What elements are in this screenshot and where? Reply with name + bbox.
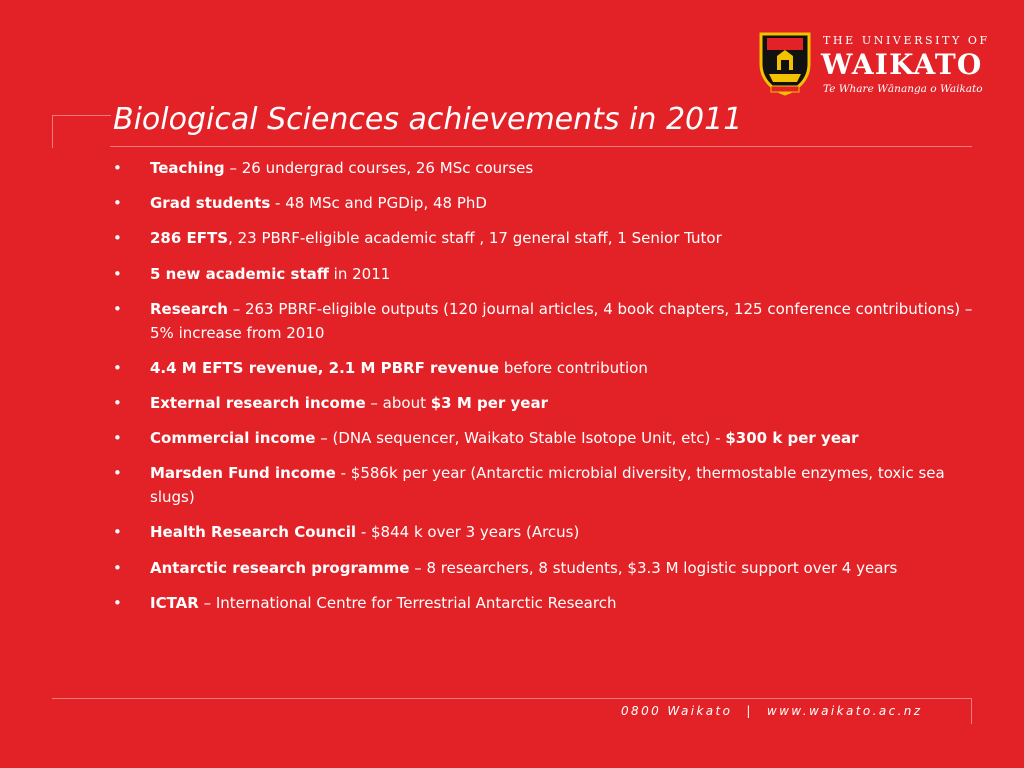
- achievements-list: [113, 156, 983, 626]
- achievement-text: - 48 MSc and PGDip, 48 PhD: [270, 194, 487, 213]
- achievement-item: [113, 426, 983, 450]
- achievement-text: – about: [365, 393, 431, 412]
- title-underline-rule: [110, 146, 972, 147]
- achievement-highlight: ICTAR: [150, 593, 199, 612]
- achievement-item: [113, 297, 983, 345]
- achievement-item: [113, 226, 983, 250]
- footer-website[interactable]: www.waikato.ac.nz: [766, 704, 923, 718]
- achievement-text: in 2011: [328, 264, 391, 283]
- slide-title: Biological Sciences achievements in 2011: [113, 102, 743, 137]
- achievement-text: - $586k per year (Antarctic microbial diversity, thermostable enzymes, toxic sea slugs): [150, 464, 945, 507]
- achievement-item: [113, 391, 983, 415]
- achievement-item: [113, 556, 983, 580]
- achievement-highlight: Health Research Council: [150, 523, 357, 542]
- achievement-text: - $844 k over 3 years (Arcus): [356, 523, 580, 542]
- achievement-item: [113, 191, 983, 215]
- achievement-item: [113, 262, 983, 286]
- footer-rule: [52, 698, 972, 699]
- achievement-item: [113, 156, 983, 180]
- footer-separator: |: [746, 704, 753, 718]
- achievement-item: [113, 520, 983, 544]
- achievement-item: [113, 356, 983, 380]
- achievement-highlight: Commercial income: [150, 429, 316, 448]
- university-crest-icon: [757, 30, 813, 96]
- achievement-highlight: Grad students: [150, 194, 271, 213]
- achievement-highlight: Marsden Fund income: [150, 464, 336, 483]
- achievement-highlight: $3 M per year: [430, 393, 548, 412]
- logo-line-university-of: THE UNIVERSITY OF: [823, 34, 990, 47]
- logo-line-maori-name: Te Whare Wānanga o Waikato: [823, 83, 983, 95]
- achievement-text: before contribution: [499, 358, 648, 377]
- title-frame-corner: [52, 115, 111, 148]
- achievement-highlight: Teaching: [150, 159, 225, 177]
- achievement-highlight: External research income: [150, 393, 366, 412]
- logo-line-waikato: WAIKATO: [821, 48, 983, 81]
- achievement-text: – 263 PBRF-eligible outputs (120 journal articles, 4 book chapters, 125 conference contributions) – 5% increase from 2010: [150, 299, 973, 342]
- achievement-highlight: 286 EFTS: [150, 229, 229, 248]
- achievement-highlight: 5 new academic staff: [150, 264, 329, 283]
- achievement-text: – 26 undergrad courses, 26 MSc courses: [224, 159, 534, 177]
- university-logo: [757, 28, 990, 100]
- achievement-text: – 8 researchers, 8 students, $3.3 M logistic support over 4 years: [409, 558, 898, 577]
- achievement-text: – (DNA sequencer, Waikato Stable Isotope Unit, etc) -: [315, 429, 726, 448]
- achievement-item: [113, 461, 983, 509]
- achievement-highlight: Antarctic research programme: [150, 558, 410, 577]
- achievement-text: , 23 PBRF-eligible academic staff , 17 general staff, 1 Senior Tutor: [228, 229, 722, 248]
- footer-contact: [621, 704, 923, 718]
- footer-phone: 0800 Waikato: [621, 704, 733, 718]
- achievement-highlight: $300 k per year: [725, 429, 859, 448]
- achievement-item: [113, 591, 983, 615]
- achievement-text: – International Centre for Terrestrial Antarctic Research: [198, 593, 617, 612]
- achievement-highlight: Research: [150, 299, 228, 318]
- footer-rule-end: [971, 698, 972, 724]
- achievement-highlight: 4.4 M EFTS revenue, 2.1 M PBRF revenue: [150, 358, 500, 377]
